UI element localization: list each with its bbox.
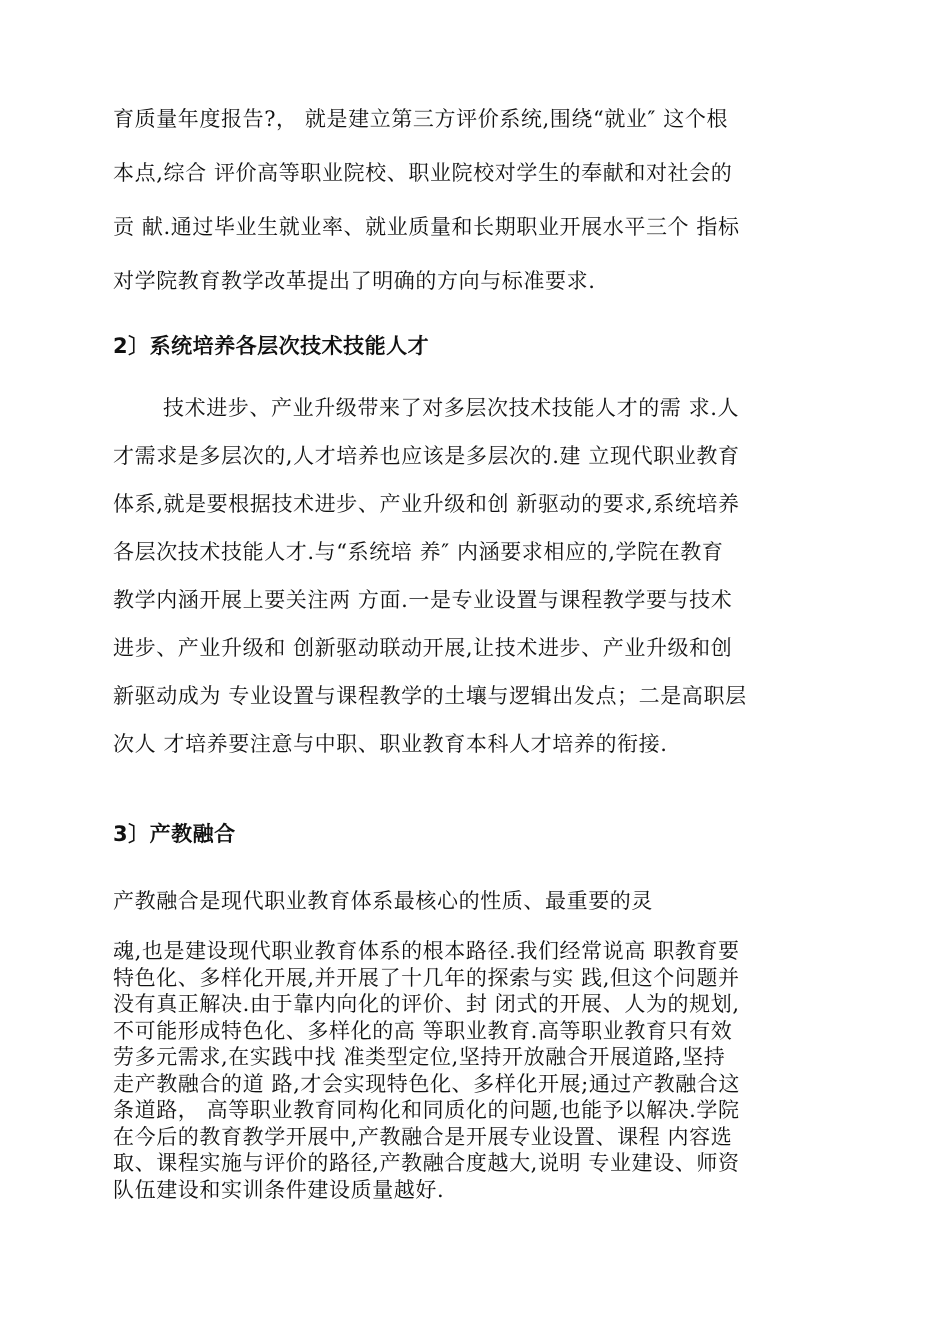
text-line: 队伍建设和实训条件建设质量越好.	[113, 1177, 445, 1202]
section-heading-3: 3〕产教融合	[113, 822, 236, 846]
text-line: 没有真正解决.由于靠内向化的评价、封 闭式的开展、人为的规划,	[113, 992, 740, 1016]
text-line: 不可能形成特色化、多样化的高 等职业教育.高等职业教育只有效	[113, 1018, 733, 1043]
text-line: 体系,就是要根据技术进步、产业升级和创 新驱动的要求,系统培养	[113, 492, 740, 516]
text-line: 特色化、多样化开展,并开展了十几年的探索与实 践,但这个问题并	[113, 965, 740, 990]
text-line: 次人 才培养要注意与中职、职业教育本科人才培养的衔接.	[113, 732, 668, 756]
text-line: 进步、产业升级和 创新驱动联动开展,让技术进步、产业升级和创	[113, 636, 733, 660]
text-line: 新驱动成为 专业设置与课程教学的土壤与逻辑出发点；二是高职层	[113, 684, 747, 708]
text-line: 技术进步、产业升级带来了对多层次技术技能人才的需 求.人	[163, 396, 740, 420]
paragraph-integration-intro	[113, 888, 843, 914]
text-line: 各层次技术技能人才.与“系统培 养″ 内涵要求相应的,学院在教育	[113, 540, 724, 564]
text-line: 本点,综合 评价高等职业院校、职业院校对学生的奉献和对社会的	[113, 161, 733, 185]
text-line: 对学院教育教学改革提出了明确的方向与标准要求.	[113, 269, 596, 293]
paragraph-integration-body	[113, 938, 843, 1203]
paragraph-talent-cultivation	[113, 395, 843, 779]
text-line: 取、课程实施与评价的路径,产教融合度越大,说明 专业建设、师资	[113, 1151, 740, 1175]
paragraph-report	[113, 106, 843, 322]
text-line: 才需求是多层次的,人才培养也应该是多层次的.建 立现代职业教育	[113, 444, 740, 468]
section-heading-2: 2〕系统培养各层次技术技能人才	[113, 334, 430, 358]
text-line: 产教融合是现代职业教育体系最核心的性质、最重要的灵	[113, 889, 653, 913]
text-line: 贡 献.通过毕业生就业率、就业质量和长期职业开展水平三个 指标	[113, 215, 740, 239]
text-line: 魂,也是建设现代职业教育体系的根本路径.我们经常说高 职教育要	[113, 939, 740, 963]
text-line: 劳多元需求,在实践中找 准类型定位,坚持开放融合开展道路,坚持	[113, 1045, 726, 1069]
text-line: 育质量年度报告?， 就是建立第三方评价系统,围绕“就业″ 这个根	[113, 107, 729, 131]
text-line: 在今后的教育教学开展中,产教融合是开展专业设置、课程 内容选	[113, 1124, 733, 1149]
text-line: 走产教融合的道 路,才会实现特色化、多样化开展;通过产教融合这	[113, 1071, 741, 1096]
text-line: 条道路， 高等职业教育同构化和同质化的问题,也能予以解决.学院	[113, 1098, 740, 1122]
text-line: 教学内涵开展上要关注两 方面.一是专业设置与课程教学要与技术	[113, 588, 733, 612]
